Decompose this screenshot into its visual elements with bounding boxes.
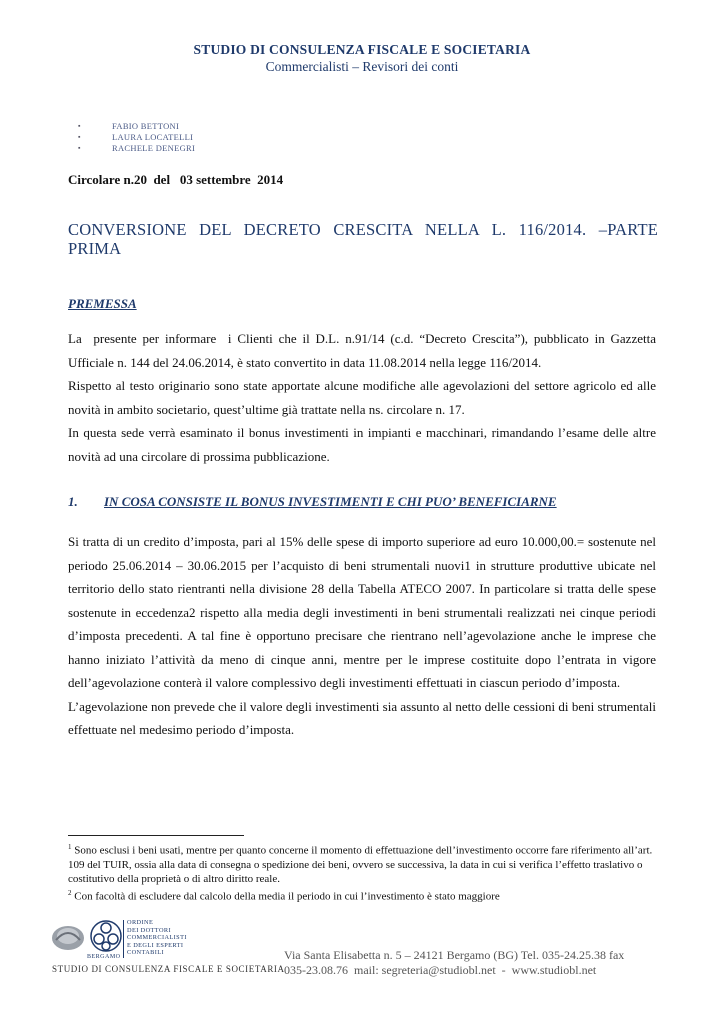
footnote-text: Sono esclusi i beni usati, mentre per quanto concerne il momento di effettuazione dell’investimento occorre fare riferimento all’art. 109 del TUIR, ossia alla data di consegna o spedizione dei beni, ovvero se successiva, la data in cui si verifica l’effetto traslativo o costitutivo della proprietà o di altro diritto reale. xyxy=(68,844,653,885)
section-heading: IN COSA CONSISTE IL BONUS INVESTIMENTI E CHI PUO’ BENEFICIARNE xyxy=(104,494,557,509)
partner-item: ▪ FABIO BETTONI xyxy=(78,121,195,132)
document-title: CONVERSIONE DEL DECRETO CRESCITA NELLA L. 116/2014. –PARTE PRIMA xyxy=(68,220,658,258)
order-line: ORDINE xyxy=(127,919,154,926)
partner-list xyxy=(78,121,195,154)
footnote-mark: 1 xyxy=(68,843,72,851)
footer-address xyxy=(284,948,664,978)
order-seal-icon xyxy=(88,918,124,954)
footnote-mark: 2 xyxy=(68,888,72,897)
premessa-body xyxy=(68,327,660,468)
footnote xyxy=(68,840,658,886)
premessa-heading: PREMESSA xyxy=(68,296,137,311)
order-name xyxy=(127,919,187,957)
firm-subtitle: Commercialisti – Revisori dei conti xyxy=(265,59,459,74)
section1-paragraph: L’agevolazione non prevede che il valore degli investimenti sia assunto al netto delle cessioni di beni strumentali effettuate nel medesimo periodo d’imposta. xyxy=(68,698,656,737)
section-number: 1. xyxy=(68,494,78,509)
circular-reference: Circolare n.20 del 03 settembre 2014 xyxy=(68,172,284,187)
order-divider xyxy=(123,920,124,958)
footer-studio-name: STUDIO DI CONSULENZA FISCALE E SOCIETARIA xyxy=(52,964,285,974)
partner-item: ▪ RACHELE DENEGRI xyxy=(78,143,195,154)
premessa-paragraph: Rispetto al testo originario sono state apportate alcune modifiche alle agevolazioni del settore agricolo ed alle novità in ambito societario, quest’ultime già trattate nella ns. circolare n. 17. xyxy=(68,378,656,417)
address-line: Via Santa Elisabetta n. 5 – 24121 Bergamo (BG) Tel. 035-24.25.38 fax xyxy=(284,948,625,962)
order-line: E DEGLI ESPERTI xyxy=(127,941,184,949)
firm-name: STUDIO DI CONSULENZA FISCALE E SOCIETARIA xyxy=(193,42,531,57)
footnote xyxy=(68,886,658,904)
bergamo-label: BERGAMO xyxy=(87,954,121,960)
footnote-divider xyxy=(68,835,244,836)
premessa-paragraph: In questa sede verrà esaminato il bonus investimenti in impianti e macchinari, rimandando l’esame delle altre novità ad una circolare di prossima pubblicazione. xyxy=(68,425,656,464)
premessa-paragraph: La presente per informare i Clienti che il D.L. n.91/14 (c.d. “Decreto Crescita”), pubblicato in Gazzetta Ufficiale n. 144 del 24.06.2014, è stato convertito in data 11.08.2014 nella legge 116/2014. xyxy=(68,331,660,370)
footnote-text: Con facoltà di escludere dal calcolo della media il periodo in cui l’investimento è stato maggiore xyxy=(74,890,500,903)
address-line: 035-23.08.76 mail: segreteria@studiobl.net - www.studiobl.net xyxy=(284,963,597,977)
order-line: DEI DOTTORI xyxy=(127,926,171,934)
studio-emblem-icon xyxy=(50,918,86,954)
order-line: CONTABILI xyxy=(127,949,165,956)
partner-item: ▪ LAURA LOCATELLI xyxy=(78,132,195,143)
footnotes xyxy=(68,840,658,903)
order-line: COMMERCIALISTI xyxy=(127,934,187,941)
section1-paragraph: Si tratta di un credito d’imposta, pari al 15% delle spese di importo superiore ad euro 10.000,00.= sostenute nel periodo 25.06.2014 – 30.06.2015 per l’acquisto di beni strumentali nuovi1 in strutture produttive ubicate nel territorio dello stato rientranti nella divisione 28 della Tabella ATECO 2007. In particolare si tratta delle spese sostenute in eccedenza2 rispetto alla media degli investimenti in beni strumentali realizzati nei cinque periodi d’imposta precedenti. A tal fine è opportuno precisare che rientrano nell’agevolazione anche le imprese che hanno iniziato l’attività da meno di cinque anni, mentre per le imprese costituite dopo l’entrata in vigore dell’agevolazione conterà il valore complessivo degli investimenti effettuati in ciascun periodo d’imposta. xyxy=(68,534,656,690)
section1-body xyxy=(68,530,656,742)
